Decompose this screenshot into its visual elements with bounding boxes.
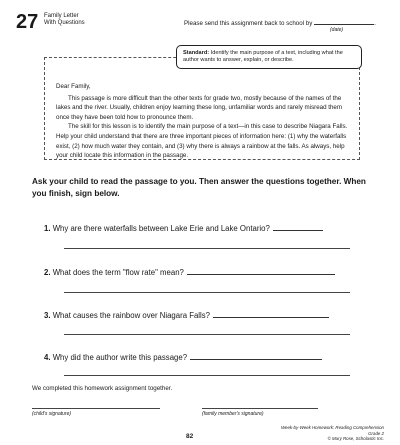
instructions: Ask your child to read the passage to you. Then answer the questions together. When you finish, sign below.	[32, 177, 366, 198]
lesson-title-line2: With Questions	[44, 20, 85, 26]
credit-line	[272, 425, 384, 442]
lesson-title-line1: Family Letter	[44, 13, 79, 19]
letter-paragraph-2: The skill for this lesson is to identify the main purpose of a text—in this case to describe Niagara Falls. Help your child understand that there are three important pieces of information here: (1) why the waterfalls exist, (2) how much water they contain, and (3) why there is always a rainbow at the falls. As always, help your child locate this information in the passage.	[56, 123, 348, 160]
standard-box	[176, 45, 362, 69]
question-text: Why are there waterfalls between Lake Erie and Lake Ontario?	[52, 224, 270, 233]
child-signature-line[interactable]	[32, 408, 160, 409]
credit-line-1: Week-by-Week Homework: Reading Comprehension Grade 2	[280, 425, 384, 436]
page-number: 82	[186, 433, 194, 440]
answer-line[interactable]	[64, 292, 350, 293]
date-label: (date)	[330, 27, 344, 33]
answer-blank[interactable]	[187, 266, 335, 275]
question-text: What does the term "flow rate" mean?	[52, 268, 184, 277]
letter-paragraph-1: This passage is more difficult than the other texts for grade two, mostly because of the names of the lakes and the river. Usually, children enjoy learning these long, unfamiliar words and rarely misread them once they have been told how to pronounce them.	[56, 94, 343, 121]
standard-text: Identify the main purpose of a text, including what the author wants to answer, explain, or describe.	[183, 50, 343, 63]
question-number: 4.	[44, 353, 51, 362]
question-number: 2.	[44, 268, 51, 277]
question-number: 1.	[44, 224, 51, 233]
credit-line-2: © Mary Rose, Scholastic Inc.	[327, 436, 384, 442]
standard-label: Standard:	[183, 50, 210, 56]
family-signature-label: (family member's signature)	[202, 411, 264, 417]
question-1	[44, 222, 323, 233]
family-letter	[56, 82, 356, 161]
question-text: What causes the rainbow over Niagara Falls?	[52, 311, 210, 320]
answer-blank[interactable]	[213, 309, 329, 318]
lesson-number: 27	[16, 11, 39, 33]
send-back-instruction: Please send this assignment back to school by .	[184, 20, 377, 27]
child-signature-label: (child's signature)	[32, 411, 72, 417]
answer-blank[interactable]	[273, 222, 323, 231]
date-blank-line	[314, 18, 374, 25]
family-signature-line[interactable]	[202, 408, 318, 409]
lesson-title	[44, 13, 104, 27]
completion-statement: We completed this homework assignment together.	[32, 385, 173, 392]
question-text: Why did the author write this passage?	[52, 353, 188, 362]
question-2	[44, 266, 335, 277]
answer-line[interactable]	[64, 375, 350, 376]
question-4	[44, 351, 322, 362]
letter-greeting: Dear Family,	[56, 83, 91, 90]
answer-line[interactable]	[64, 334, 350, 335]
question-number: 3.	[44, 311, 51, 320]
question-3	[44, 309, 329, 320]
send-back-text: Please send this assignment back to school by	[184, 20, 313, 27]
answer-blank[interactable]	[190, 351, 322, 360]
answer-line[interactable]	[64, 248, 350, 249]
